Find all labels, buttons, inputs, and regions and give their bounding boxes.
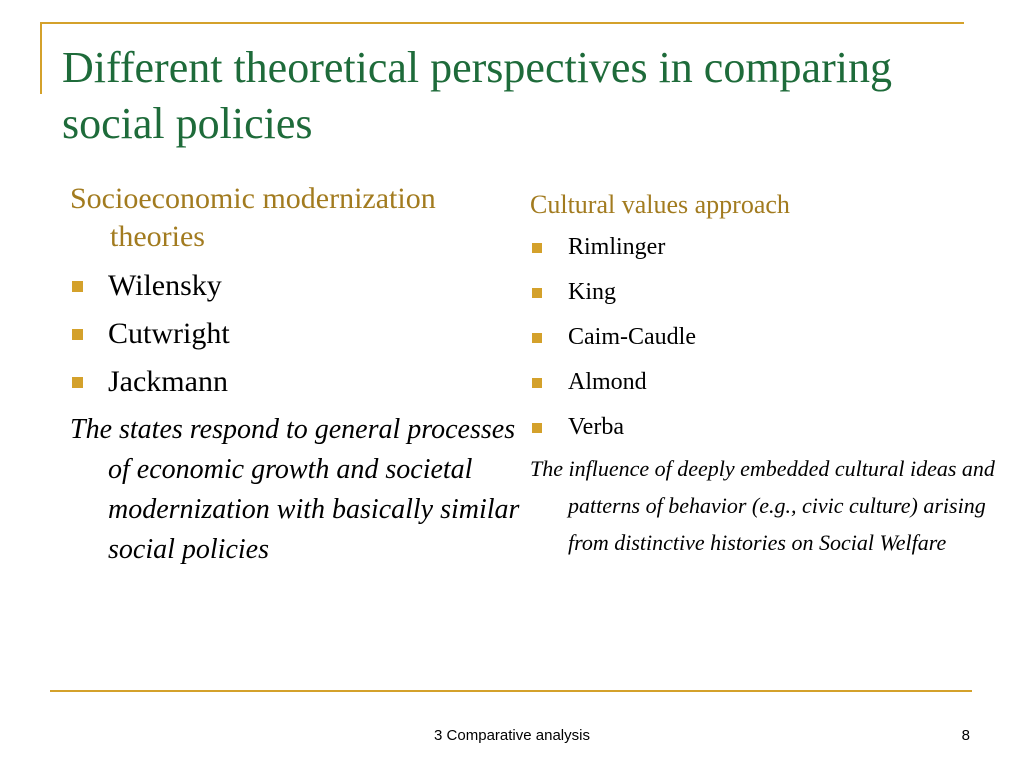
square-bullet-icon [532,288,542,298]
list-item-label: Caim-Caudle [568,324,696,350]
right-column-heading: Cultural values approach [530,190,790,219]
left-column [70,180,520,570]
left-bullet-list [70,262,520,406]
square-bullet-icon [72,281,83,292]
list-item-label: King [568,279,616,305]
square-bullet-icon [532,423,542,433]
right-column [530,180,995,561]
list-item [530,405,970,450]
list-item-label: Jackmann [108,365,228,398]
list-item-label: Verba [568,414,624,440]
left-column-note: The states respond to general processes of economic growth and societal modernization with basically similar social policies [70,414,520,565]
list-item-label: Cutwright [108,317,230,350]
list-item-label: Almond [568,369,647,395]
list-item [530,360,970,405]
list-item [70,358,520,406]
slide-title: Different theoretical perspectives in comparing social policies [62,43,892,148]
square-bullet-icon [72,329,83,340]
page-number: 8 [961,727,970,744]
footer-rule [50,690,972,692]
square-bullet-icon [72,377,83,388]
square-bullet-icon [532,378,542,388]
frame-left-rule [40,22,42,94]
list-item [530,225,970,270]
list-item [70,262,520,310]
list-item [530,315,970,360]
list-item-label: Rimlinger [568,234,666,260]
right-bullet-list [530,225,970,450]
list-item-label: Wilensky [108,269,222,302]
square-bullet-icon [532,243,542,253]
list-item [530,270,970,315]
list-item [70,310,520,358]
square-bullet-icon [532,333,542,343]
right-column-note: The influence of deeply embedded cultural ideas and patterns of behavior (e.g., civic culture) arising from distinctive histories on Social Welfare [530,456,995,555]
frame-top-rule [40,22,964,24]
left-column-heading: Socioeconomic modernization theories [70,182,436,253]
footer-title: 3 Comparative analysis [434,727,590,744]
